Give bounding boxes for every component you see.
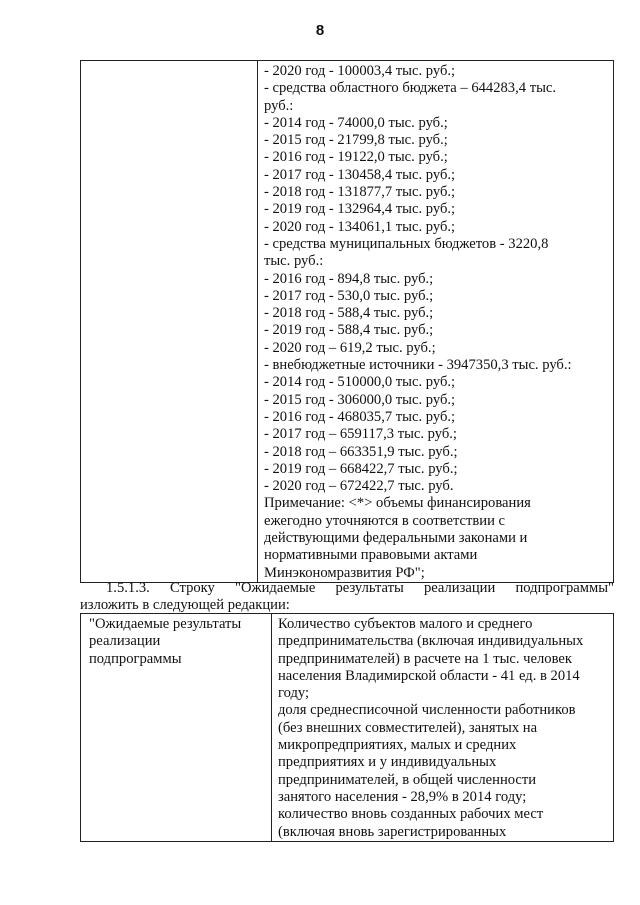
funding-line: - 2017 год – 659117,3 тыс. руб.; <box>264 426 457 443</box>
funding-line: - 2019 год - 588,4 тыс. руб.; <box>264 322 434 339</box>
funding-line: - 2016 год - 19122,0 тыс. руб.; <box>264 149 448 166</box>
expected-results-line: микропредприятиях, малых и средних <box>278 737 517 754</box>
note-line: ежегодно уточняются в соответствии с <box>264 512 506 529</box>
funding-line: - 2014 год - 510000,0 тыс. руб.; <box>264 374 456 391</box>
funding-table-right-cell <box>258 61 614 583</box>
funding-line: - 2020 год - 100003,4 тыс. руб.; <box>264 63 456 79</box>
expected-results-line: Количество субъектов малого и среднего <box>278 616 533 632</box>
funding-line: - 2014 год - 74000,0 тыс. руб.; <box>264 114 448 131</box>
funding-line: тыс. руб.: <box>264 253 324 270</box>
expected-results-row <box>81 614 614 842</box>
amendment-paragraph <box>80 580 614 615</box>
funding-line: - 2016 год - 468035,7 тыс. руб.; <box>264 408 456 425</box>
note-line: нормативными правовыми актами <box>264 547 478 564</box>
expected-results-line: занятого населения - 28,9% в 2014 году; <box>278 788 527 805</box>
expected-results-line: (без внешних совместителей), занятых на <box>278 719 538 736</box>
funding-line: - 2019 год – 668422,7 тыс. руб.; <box>264 460 458 477</box>
funding-line: - внебюджетные источники - 3947350,3 тыс. руб.: <box>264 357 572 374</box>
funding-line: - 2017 год - 130458,4 тыс. руб.; <box>264 166 456 183</box>
expected-results-line: году; <box>278 685 310 702</box>
funding-table-left-cell <box>81 61 258 583</box>
funding-table <box>80 60 614 583</box>
funding-line: - средства муниципальных бюджетов - 3220,8 <box>264 235 549 252</box>
note-line: Примечание: <*> объемы финансирования <box>264 495 531 512</box>
expected-results-line: предпринимательства (включая индивидуальных <box>278 633 584 650</box>
funding-line: - 2015 год - 21799,8 тыс. руб.; <box>264 132 448 149</box>
expected-results-label: реализации <box>89 633 161 650</box>
expected-results-line: доля среднесписочной численности работников <box>278 702 576 719</box>
funding-table-row <box>81 61 614 583</box>
amendment-paragraph-line: изложить в следующей редакции: <box>80 597 290 614</box>
expected-results-label: "Ожидаемые результаты <box>89 616 242 632</box>
funding-line: - 2019 год - 132964,4 тыс. руб.; <box>264 201 456 218</box>
funding-line: - 2018 год – 663351,9 тыс. руб.; <box>264 443 458 460</box>
funding-line: руб.: <box>264 97 294 114</box>
funding-line: - 2017 год - 530,0 тыс. руб.; <box>264 287 434 304</box>
funding-line: - 2018 год - 588,4 тыс. руб.; <box>264 305 434 322</box>
expected-results-label: подпрограммы <box>89 650 182 667</box>
funding-line: - 2020 год – 619,2 тыс. руб.; <box>264 339 436 356</box>
funding-line: - 2018 год - 131877,7 тыс. руб.; <box>264 184 456 201</box>
amendment-paragraph-line: 1.5.1.3. Строку "Ожидаемые результаты реализации подпрограммы" <box>106 580 614 596</box>
note-line: действующими федеральными законами и <box>264 530 528 547</box>
note-line: Минэкономразвития РФ"; <box>264 564 425 581</box>
funding-line: - 2020 год – 672422,7 тыс. руб. <box>264 478 454 495</box>
expected-results-label-cell <box>81 614 272 842</box>
funding-line: - средства областного бюджета – 644283,4 тыс. <box>264 80 557 97</box>
expected-results-table <box>80 613 614 842</box>
expected-results-line: предпринимателей) в расчете на 1 тыс. человек <box>278 650 572 667</box>
funding-line: - 2016 год - 894,8 тыс. руб.; <box>264 270 434 287</box>
expected-results-line: (включая вновь зарегистрированных <box>278 823 507 840</box>
expected-results-line: предпринимателей, в общей численности <box>278 771 537 788</box>
funding-line: - 2015 год - 306000,0 тыс. руб.; <box>264 391 456 408</box>
expected-results-line: количество вновь созданных рабочих мест <box>278 806 544 823</box>
expected-results-line: населения Владимирской области - 41 ед. в 2014 <box>278 667 580 684</box>
funding-line: - 2020 год - 134061,1 тыс. руб.; <box>264 218 456 235</box>
expected-results-line: предприятиях и у индивидуальных <box>278 754 497 771</box>
expected-results-value-cell <box>272 614 614 842</box>
page-number: 8 <box>315 22 325 39</box>
